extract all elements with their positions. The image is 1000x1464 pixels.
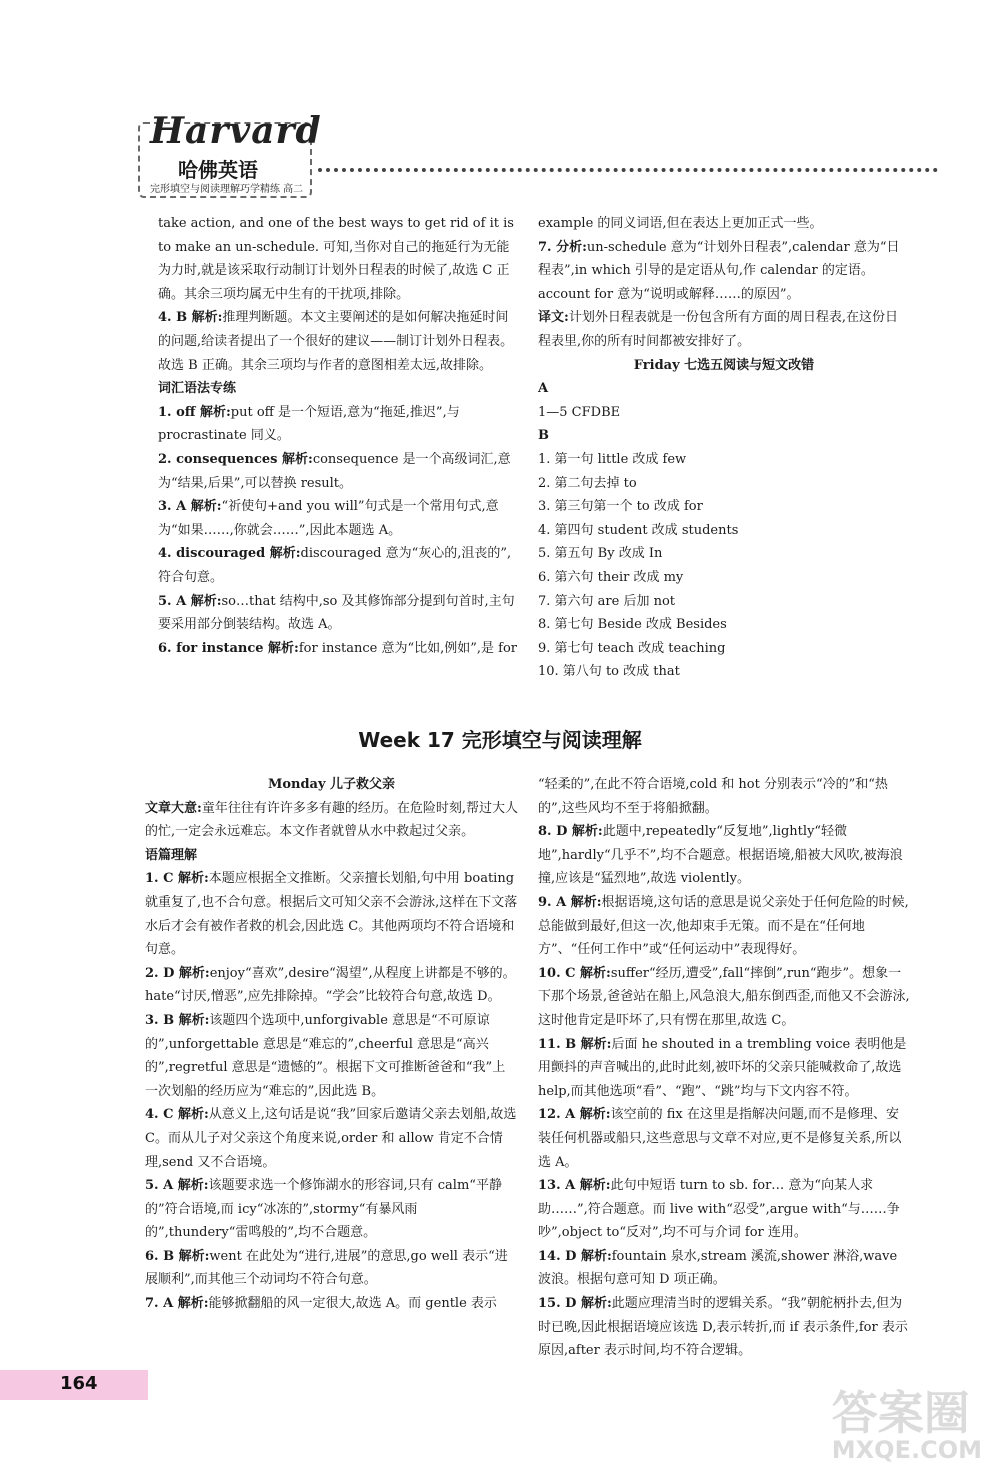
answer-item xyxy=(538,212,910,236)
correction-item: 6. 第六句 their 改成 my xyxy=(538,569,684,585)
answer-label: 8. D 解析: xyxy=(538,824,603,840)
answer-text: 后面 he shouted in a trembling voice 表明他是用颤抖的声音喊出的,此时此刻,被吓坏的父亲只能喊救命了,故选 help,而其他选项“看”、“跑”、“跳”均与下文内容不符。 xyxy=(538,1036,907,1099)
answer-label: 10. C 解析: xyxy=(538,965,611,981)
answer-item xyxy=(145,1009,518,1103)
answer-label: 4. discouraged 解析: xyxy=(158,546,301,562)
page-number: 164 xyxy=(60,1373,98,1394)
answer-label: 13. A 解析: xyxy=(538,1178,611,1194)
correction-item: 1. 第一句 little 改成 few xyxy=(538,451,687,467)
answer-item xyxy=(145,867,518,961)
answer-item xyxy=(538,1174,910,1245)
answer-label: 2. consequences 解析: xyxy=(158,451,313,467)
friday-section-title: Friday 七选五阅读与短文改错 xyxy=(633,357,815,373)
answer-text: suffer“经历,遭受”,fall“摔倒”,run“跑步”。想象一下那个场景,爸爸站在船上,风急浪大,船东倒西歪,而他又不会游泳,这时他肯定是吓坏了,只有愣在那里,故选 C。 xyxy=(538,965,910,1028)
answer-label: 12. A 解析: xyxy=(538,1107,611,1123)
answer-text: 从意义上,这句话是说“我”回家后邀请父亲去划船,故选 C。而从儿子对父亲这个角度来说,order 和 allow 肯定不合情理,send 又不合语境。 xyxy=(145,1107,517,1170)
answer-text: 此题中,repeatedly“反复地”,lightly“轻微地”,hardly“几乎不”,均不合题意。根据语境,船被大风吹,被海浪撞,应该是“猛烈地”,故选 violently。 xyxy=(538,824,903,887)
top-right-column xyxy=(538,212,910,684)
friday-b-list xyxy=(538,448,910,684)
top-left-column xyxy=(158,212,518,660)
answer-text: 能够掀翻船的风一定很大,故选 A。而 gentle 表示 xyxy=(208,1296,497,1312)
answer-item xyxy=(158,590,518,637)
answer-label: 3. A 解析: xyxy=(158,499,222,515)
answer-item xyxy=(538,236,910,307)
watermark-text: 答案圈 xyxy=(831,1386,970,1440)
logo-title: Harvard xyxy=(150,110,322,152)
answer-text: for instance 意为“比如,例如”,是 for xyxy=(298,640,518,656)
answer-label: 文章大意: xyxy=(145,800,202,816)
answer-item xyxy=(145,844,518,868)
answer-item xyxy=(538,820,910,891)
page-header xyxy=(138,110,938,198)
answer-item xyxy=(145,1103,518,1174)
bottom-left-column xyxy=(145,773,518,1316)
correction-item: 5. 第五句 By 改成 In xyxy=(538,546,663,562)
friday-a-answer: 1—5 CFDBE xyxy=(538,404,621,420)
answer-text: example 的同义词语,但在表达上更加正式一些。 xyxy=(538,216,823,231)
correction-item: 8. 第七句 Beside 改成 Besides xyxy=(538,617,727,633)
answer-label: 7. A 解析: xyxy=(145,1296,209,1312)
answer-text: take action, and one of the best ways to get rid of it is to make an un-schedule. 可知,当你对自己的拖延行为无能为力时,就是该采取行动制订计划外日程表的时候了,故选 C 正确。其余三项均属无中生有的干扰项,排除。 xyxy=(158,216,514,302)
answer-item xyxy=(538,773,910,820)
answer-item xyxy=(158,542,518,589)
answer-item xyxy=(538,1292,910,1363)
answer-item xyxy=(145,1245,518,1292)
answer-item xyxy=(158,637,518,661)
friday-a-label: A xyxy=(538,381,549,397)
answer-item xyxy=(158,377,518,401)
answer-label: 5. A 解析: xyxy=(145,1178,209,1194)
friday-b-label: B xyxy=(538,428,549,444)
answer-text: went 在此处为“进行,进展”的意思,go well 表示“进展顺利”,而其他三个动词均不符合句意。 xyxy=(145,1248,508,1288)
answer-text: un-schedule 意为“计划外日程表”,calendar 意为“日程表”,in which 引导的是定语从句,作 calendar 的定语。account for 意为“说明或解释……的原因”。 xyxy=(538,239,900,302)
monday-section-title: Monday 儿子救父亲 xyxy=(267,777,396,792)
answer-label: 9. A 解析: xyxy=(538,894,602,910)
answer-text: fountain 泉水,stream 溪流,shower 淋浴,wave 波浪。根据句意可知 D 项正确。 xyxy=(538,1248,898,1288)
top-right-items xyxy=(538,212,910,354)
answer-text: 根据语境,这句话的意思是说父亲处于任何危险的时候,总能做到最好,但这一次,他却束手无策。而不是在“任何地方”、“任何工作中”或“任何运动中”表现得好。 xyxy=(538,894,909,958)
answer-item xyxy=(158,495,518,542)
answer-text: put off 是一个短语,意为“拖延,推迟”,与 procrastinate 同义。 xyxy=(158,404,460,444)
answer-item xyxy=(538,891,910,962)
answer-label: 15. D 解析: xyxy=(538,1296,612,1312)
correction-item: 7. 第六句 are 后加 not xyxy=(538,593,676,609)
logo-subtitle: 完形填空与阅读理解巧学精练 高二 xyxy=(150,184,304,195)
answer-text: 该题四个选项中,unforgivable 意思是“不可原谅的”,unforgettable 意思是“难忘的”,cheerful 意思是“高兴的”,regretful 意思是“遗憾的”。根据下文可推断爸爸和“我”上一次划船的经历应为“难忘的”,因此选 B。 xyxy=(145,1012,506,1099)
answer-label: 4. B 解析: xyxy=(158,310,223,326)
answer-label: 1. off 解析: xyxy=(158,404,231,420)
correction-item: 10. 第八句 to 改成 that xyxy=(538,664,680,680)
answer-text: “轻柔的”,在此不符合语境,cold 和 hot 分别表示“冷的”和“热的”,这些风均不至于将船掀翻。 xyxy=(538,777,888,816)
correction-item: 2. 第二句去掉 to xyxy=(538,475,637,491)
watermark-url: MXQE.COM xyxy=(831,1436,982,1464)
answer-item xyxy=(145,1292,518,1316)
answer-label: 7. 分析: xyxy=(538,239,587,255)
header-dotted-rule xyxy=(318,168,938,172)
answer-item xyxy=(145,797,518,844)
bottom-right-column xyxy=(538,773,910,1363)
answer-text: 计划外日程表就是一份包含所有方面的周日程表,在这份日程表里,你的所有时间都被安排好了。 xyxy=(538,310,898,349)
answer-item xyxy=(158,448,518,495)
harvard-logo xyxy=(138,110,322,198)
answer-label: 11. B 解析: xyxy=(538,1036,612,1052)
answer-item xyxy=(145,962,518,1009)
answer-item xyxy=(538,1103,910,1174)
answer-label: 4. C 解析: xyxy=(145,1107,209,1123)
answer-text: 此题应理清当时的逻辑关系。“我”朝舵柄扑去,但为时已晚,因此根据语境应该选 D,表示转折,而 if 表示条件,for 表示原因,after 表示时间,均不符合逻辑。 xyxy=(538,1296,908,1359)
correction-item: 3. 第三句第一个 to 改成 for xyxy=(538,499,703,515)
page-number-box xyxy=(0,1370,148,1400)
bottom-left-items xyxy=(145,797,518,1316)
answer-item xyxy=(145,1174,518,1245)
answer-item xyxy=(538,962,910,1033)
answer-text: 推理判断题。本文主要阐述的是如何解决拖延时间的问题,给读者提出了一个很好的建议——制订计划外日程表。故选 B 正确。其余三项均与作者的意图相差太远,故排除。 xyxy=(158,310,514,373)
answer-label: 5. A 解析: xyxy=(158,593,222,609)
week-title: Week 17 完形填空与阅读理解 xyxy=(358,728,642,752)
answer-label: 3. B 解析: xyxy=(145,1012,210,1028)
answer-label: 词汇语法专练 xyxy=(158,381,237,397)
answer-text: consequence 是一个高级词汇,意为“结果,后果”,可以替换 result。 xyxy=(158,451,511,491)
answer-item xyxy=(158,212,518,306)
answer-label: 6. B 解析: xyxy=(145,1248,210,1264)
answer-text: 该空前的 fix 在这里是指解决问题,而不是修理、安装任何机器或船只,这些意思与文章不对应,更不是修复关系,所以选 A。 xyxy=(538,1107,902,1170)
watermark xyxy=(831,1386,982,1464)
logo-chinese-title: 哈佛英语 xyxy=(178,158,258,182)
answer-label: 译文: xyxy=(538,310,569,326)
answer-item xyxy=(158,306,518,377)
answer-text: so…that 结构中,so 及其修饰部分提到句首时,主句要采用部分倒装结构。故选 A。 xyxy=(158,593,515,633)
answer-label: 6. for instance 解析: xyxy=(158,640,299,656)
answer-item xyxy=(538,1245,910,1292)
answer-text: 该题要求选一个修饰湖水的形容词,只有 calm“平静的”符合语境,而 icy“冰冻的”,stormy“有暴风雨的”,thundery“雷鸣般的”,均不合题意。 xyxy=(145,1178,502,1241)
answer-text: enjoy“喜欢”,desire“渴望”,从程度上讲都是不够的。hate“讨厌,憎恶”,应先排除掉。“学会”比较符合句意,故选 D。 xyxy=(145,965,516,1005)
answer-text: discouraged 意为“灰心的,沮丧的”,符合句意。 xyxy=(158,546,512,585)
correction-item: 4. 第四句 student 改成 students xyxy=(538,522,739,538)
answer-label: 语篇理解 xyxy=(145,847,198,863)
answer-text: 本题应根据全文推断。父亲擅长划船,句中用 boating 就重复了,也不合句意。根据后文可知父亲不会游泳,这样在下文落水后才会有被作者救的机会,因此选 C。其他两项均不符合语境和句意。 xyxy=(145,871,518,958)
answer-label: 14. D 解析: xyxy=(538,1248,612,1264)
answer-item xyxy=(158,401,518,448)
answer-item xyxy=(538,306,910,353)
answer-label: 1. C 解析: xyxy=(145,871,209,887)
answer-item xyxy=(538,1033,910,1104)
answer-label: 2. D 解析: xyxy=(145,965,210,981)
answer-text: “祈使句+and you will”句式是一个常用句式,意为“如果……,你就会……”,因此本题选 A。 xyxy=(158,499,499,538)
answer-text: 童年往往有许许多多有趣的经历。在危险时刻,帮过大人的忙,一定会永远难忘。本文作者就曾从水中救起过父亲。 xyxy=(145,800,518,840)
answer-text: 此句中短语 turn to sb. for… 意为“向某人求助……”,符合题意。而 live with“忍受”,argue with“与……争吵”,object to“反对”,均不可与介词 for 连用。 xyxy=(538,1178,900,1241)
correction-item: 9. 第七句 teach 改成 teaching xyxy=(538,640,726,656)
